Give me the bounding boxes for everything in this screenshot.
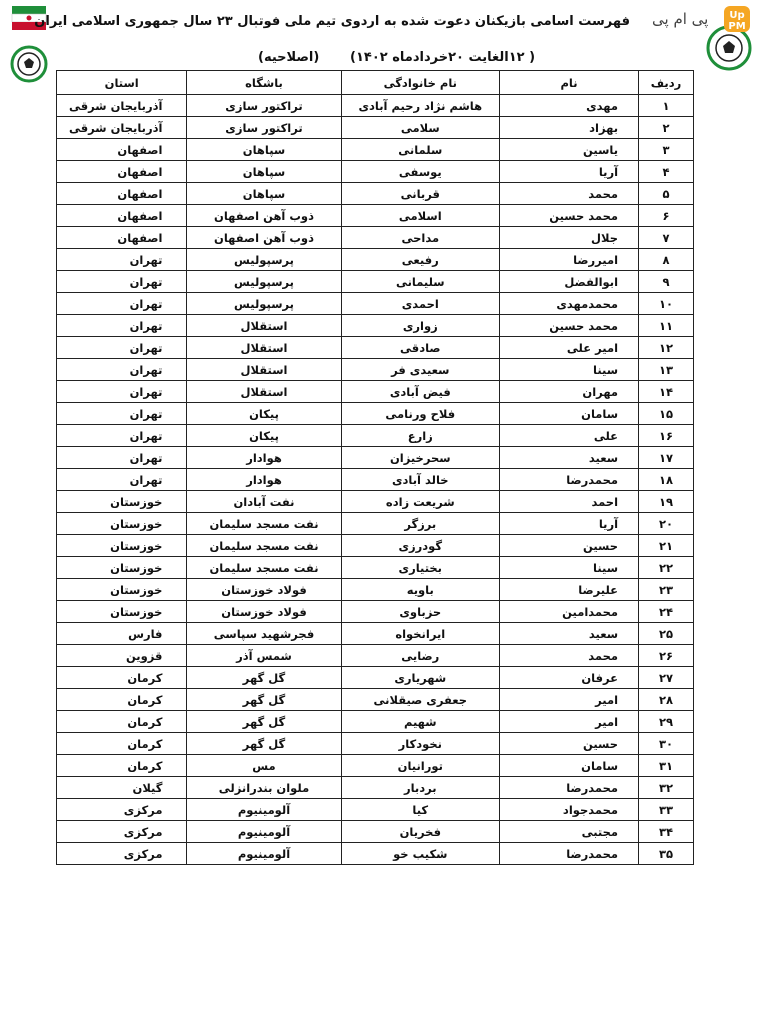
cell-province: خوزستان bbox=[57, 579, 187, 601]
cell-row-number: ۴ bbox=[639, 161, 694, 183]
cell-last-name: زواری bbox=[341, 315, 499, 337]
cell-province: تهران bbox=[57, 293, 187, 315]
cell-row-number: ۳۴ bbox=[639, 821, 694, 843]
cell-club: استقلال bbox=[187, 359, 341, 381]
cell-first-name: محمد حسین bbox=[500, 205, 639, 227]
cell-last-name: زارع bbox=[341, 425, 499, 447]
cell-last-name: مداحی bbox=[341, 227, 499, 249]
cell-province: تهران bbox=[57, 403, 187, 425]
table-row bbox=[57, 689, 694, 711]
cell-club: نفت مسجد سلیمان bbox=[187, 535, 341, 557]
cell-first-name: سینا bbox=[500, 557, 639, 579]
cell-last-name: جعفری صیقلانی bbox=[341, 689, 499, 711]
cell-row-number: ۳۳ bbox=[639, 799, 694, 821]
table-row bbox=[57, 821, 694, 843]
cell-row-number: ۱۵ bbox=[639, 403, 694, 425]
cell-club: فولاد خوزستان bbox=[187, 579, 341, 601]
cell-row-number: ۲۲ bbox=[639, 557, 694, 579]
cell-row-number: ۱۲ bbox=[639, 337, 694, 359]
cell-last-name: بختیاری bbox=[341, 557, 499, 579]
header-province: استان bbox=[57, 71, 187, 95]
cell-row-number: ۱۰ bbox=[639, 293, 694, 315]
cell-row-number: ۲۶ bbox=[639, 645, 694, 667]
cell-row-number: ۲۸ bbox=[639, 689, 694, 711]
table-row bbox=[57, 95, 694, 117]
cell-row-number: ۹ bbox=[639, 271, 694, 293]
cell-row-number: ۲ bbox=[639, 117, 694, 139]
cell-last-name: گودرزی bbox=[341, 535, 499, 557]
cell-first-name: حسین bbox=[500, 733, 639, 755]
cell-last-name: سلمانی bbox=[341, 139, 499, 161]
cell-province: قزوین bbox=[57, 645, 187, 667]
table-body bbox=[57, 95, 694, 865]
cell-first-name: محمد حسین bbox=[500, 315, 639, 337]
cell-last-name: شهیم bbox=[341, 711, 499, 733]
cell-club: پیکان bbox=[187, 403, 341, 425]
cell-club: پرسپولیس bbox=[187, 293, 341, 315]
cell-row-number: ۸ bbox=[639, 249, 694, 271]
cell-last-name: قربانی bbox=[341, 183, 499, 205]
cell-first-name: جلال bbox=[500, 227, 639, 249]
cell-row-number: ۳۱ bbox=[639, 755, 694, 777]
cell-club: نفت آبادان bbox=[187, 491, 341, 513]
cell-last-name: کیا bbox=[341, 799, 499, 821]
cell-row-number: ۳۵ bbox=[639, 843, 694, 865]
cell-row-number: ۲۰ bbox=[639, 513, 694, 535]
table-row bbox=[57, 381, 694, 403]
cell-row-number: ۳ bbox=[639, 139, 694, 161]
cell-province: تهران bbox=[57, 359, 187, 381]
table-row bbox=[57, 777, 694, 799]
cell-club: گل گهر bbox=[187, 711, 341, 733]
table-row bbox=[57, 161, 694, 183]
cell-row-number: ۱ bbox=[639, 95, 694, 117]
cell-club: آلومینیوم bbox=[187, 843, 341, 865]
cell-club: نفت مسجد سلیمان bbox=[187, 513, 341, 535]
header-club: باشگاه bbox=[187, 71, 341, 95]
cell-club: تراکتور سازی bbox=[187, 117, 341, 139]
cell-club: استقلال bbox=[187, 337, 341, 359]
cell-last-name: صادقی bbox=[341, 337, 499, 359]
cell-last-name: فیض آبادی bbox=[341, 381, 499, 403]
cell-first-name: محمدمهدی bbox=[500, 293, 639, 315]
cell-row-number: ۱۹ bbox=[639, 491, 694, 513]
cell-last-name: نخودکار bbox=[341, 733, 499, 755]
cell-province: آذربایجان شرقی bbox=[57, 95, 187, 117]
cell-first-name: آریا bbox=[500, 161, 639, 183]
cell-last-name: رفیعی bbox=[341, 249, 499, 271]
cell-club: فولاد خوزستان bbox=[187, 601, 341, 623]
cell-club: استقلال bbox=[187, 381, 341, 403]
cell-last-name: خالد آبادی bbox=[341, 469, 499, 491]
cell-last-name: حزباوی bbox=[341, 601, 499, 623]
table-row bbox=[57, 733, 694, 755]
table-row bbox=[57, 117, 694, 139]
cell-province: کرمان bbox=[57, 667, 187, 689]
cell-club: پیکان bbox=[187, 425, 341, 447]
cell-first-name: حسین bbox=[500, 535, 639, 557]
svg-text:Up: Up bbox=[729, 10, 745, 21]
table-row bbox=[57, 315, 694, 337]
cell-last-name: بردبار bbox=[341, 777, 499, 799]
cell-row-number: ۱۷ bbox=[639, 447, 694, 469]
cell-first-name: محمدامین bbox=[500, 601, 639, 623]
cell-last-name: سلیمانی bbox=[341, 271, 499, 293]
cell-club: نفت مسجد سلیمان bbox=[187, 557, 341, 579]
cell-province: اصفهان bbox=[57, 139, 187, 161]
cell-row-number: ۲۴ bbox=[639, 601, 694, 623]
cell-row-number: ۱۱ bbox=[639, 315, 694, 337]
cell-province: خوزستان bbox=[57, 513, 187, 535]
cell-last-name: باویه bbox=[341, 579, 499, 601]
cell-first-name: سامان bbox=[500, 755, 639, 777]
cell-club: آلومینیوم bbox=[187, 821, 341, 843]
cell-last-name: فخریان bbox=[341, 821, 499, 843]
table-row bbox=[57, 711, 694, 733]
cell-last-name: یوسفی bbox=[341, 161, 499, 183]
cell-row-number: ۶ bbox=[639, 205, 694, 227]
cell-club: شمس آذر bbox=[187, 645, 341, 667]
cell-club: سپاهان bbox=[187, 139, 341, 161]
cell-province: فارس bbox=[57, 623, 187, 645]
cell-last-name: رضایی bbox=[341, 645, 499, 667]
table-row bbox=[57, 359, 694, 381]
cell-province: گیلان bbox=[57, 777, 187, 799]
cell-province: خوزستان bbox=[57, 601, 187, 623]
watermark-text: پی ام پی bbox=[652, 10, 709, 28]
table-row bbox=[57, 799, 694, 821]
cell-first-name: محمدجواد bbox=[500, 799, 639, 821]
cell-first-name: ابوالفضل bbox=[500, 271, 639, 293]
cell-province: مرکزی bbox=[57, 821, 187, 843]
cell-province: کرمان bbox=[57, 711, 187, 733]
table-row bbox=[57, 271, 694, 293]
player-roster-table bbox=[56, 70, 694, 865]
camp-date-range: ( ۱۲الغایت ۲۰خردادماه ۱۴۰۲) bbox=[350, 50, 536, 65]
cell-last-name: سعیدی فر bbox=[341, 359, 499, 381]
federation-logo-right bbox=[706, 4, 752, 80]
cell-province: خوزستان bbox=[57, 491, 187, 513]
cell-province: کرمان bbox=[57, 733, 187, 755]
table-row bbox=[57, 579, 694, 601]
cell-club: گل گهر bbox=[187, 667, 341, 689]
cell-row-number: ۲۳ bbox=[639, 579, 694, 601]
cell-club: سپاهان bbox=[187, 161, 341, 183]
cell-club: پرسپولیس bbox=[187, 249, 341, 271]
table-row bbox=[57, 183, 694, 205]
cell-province: تهران bbox=[57, 315, 187, 337]
pmp-badge-icon bbox=[706, 4, 752, 80]
cell-club: گل گهر bbox=[187, 733, 341, 755]
cell-row-number: ۲۵ bbox=[639, 623, 694, 645]
cell-last-name: شکیب خو bbox=[341, 843, 499, 865]
cell-club: آلومینیوم bbox=[187, 799, 341, 821]
page-title: فهرست اسامی بازیکنان دعوت شده به اردوی تیم ملی فوتبال ۲۳ سال جمهوری اسلامی ایران bbox=[34, 14, 630, 29]
cell-province: کرمان bbox=[57, 755, 187, 777]
table-row bbox=[57, 843, 694, 865]
cell-province: تهران bbox=[57, 381, 187, 403]
cell-club: ذوب آهن اصفهان bbox=[187, 205, 341, 227]
table-row bbox=[57, 667, 694, 689]
cell-first-name: امیر bbox=[500, 689, 639, 711]
cell-first-name: بهزاد bbox=[500, 117, 639, 139]
cell-province: خوزستان bbox=[57, 557, 187, 579]
cell-province: تهران bbox=[57, 271, 187, 293]
header-first-name: نام bbox=[500, 71, 639, 95]
cell-first-name: امیررضا bbox=[500, 249, 639, 271]
header-last-name: نام خانوادگی bbox=[341, 71, 499, 95]
cell-row-number: ۱۶ bbox=[639, 425, 694, 447]
cell-province: اصفهان bbox=[57, 227, 187, 249]
cell-province: مرکزی bbox=[57, 799, 187, 821]
table-header-row bbox=[57, 71, 694, 95]
cell-row-number: ۲۹ bbox=[639, 711, 694, 733]
cell-province: کرمان bbox=[57, 689, 187, 711]
cell-first-name: محمدرضا bbox=[500, 469, 639, 491]
cell-first-name: سعید bbox=[500, 447, 639, 469]
revision-note: (اصلاحیه) bbox=[258, 50, 320, 65]
table-row bbox=[57, 755, 694, 777]
cell-province: مرکزی bbox=[57, 843, 187, 865]
table-row bbox=[57, 205, 694, 227]
cell-province: اصفهان bbox=[57, 205, 187, 227]
cell-club: استقلال bbox=[187, 315, 341, 337]
cell-club: هوادار bbox=[187, 469, 341, 491]
cell-first-name: محمدرضا bbox=[500, 843, 639, 865]
cell-first-name: احمد bbox=[500, 491, 639, 513]
cell-province: آذربایجان شرقی bbox=[57, 117, 187, 139]
cell-first-name: عرفان bbox=[500, 667, 639, 689]
cell-row-number: ۲۱ bbox=[639, 535, 694, 557]
table-row bbox=[57, 425, 694, 447]
svg-text:PM: PM bbox=[728, 21, 746, 32]
cell-first-name: مهران bbox=[500, 381, 639, 403]
header-row-number: ردیف bbox=[639, 71, 694, 95]
cell-first-name: سعید bbox=[500, 623, 639, 645]
cell-club: ملوان بندرانزلی bbox=[187, 777, 341, 799]
table-row bbox=[57, 513, 694, 535]
cell-first-name: آریا bbox=[500, 513, 639, 535]
table-row bbox=[57, 447, 694, 469]
cell-club: پرسپولیس bbox=[187, 271, 341, 293]
table-row bbox=[57, 337, 694, 359]
cell-last-name: شریعت زاده bbox=[341, 491, 499, 513]
cell-last-name: شهریاری bbox=[341, 667, 499, 689]
cell-club: تراکتور سازی bbox=[187, 95, 341, 117]
cell-first-name: علیرضا bbox=[500, 579, 639, 601]
cell-last-name: سلامی bbox=[341, 117, 499, 139]
cell-club: ذوب آهن اصفهان bbox=[187, 227, 341, 249]
table-row bbox=[57, 623, 694, 645]
cell-row-number: ۱۴ bbox=[639, 381, 694, 403]
table-row bbox=[57, 227, 694, 249]
cell-last-name: برزگر bbox=[341, 513, 499, 535]
cell-province: تهران bbox=[57, 337, 187, 359]
table-row bbox=[57, 469, 694, 491]
cell-first-name: امیر bbox=[500, 711, 639, 733]
cell-last-name: ایرانخواه bbox=[341, 623, 499, 645]
table-row bbox=[57, 601, 694, 623]
cell-last-name: احمدی bbox=[341, 293, 499, 315]
cell-first-name: محمد bbox=[500, 645, 639, 667]
cell-row-number: ۳۰ bbox=[639, 733, 694, 755]
cell-province: تهران bbox=[57, 469, 187, 491]
cell-row-number: ۲۷ bbox=[639, 667, 694, 689]
cell-province: خوزستان bbox=[57, 535, 187, 557]
cell-first-name: سامان bbox=[500, 403, 639, 425]
cell-last-name: هاشم نژاد رحیم آبادی bbox=[341, 95, 499, 117]
cell-province: اصفهان bbox=[57, 161, 187, 183]
cell-row-number: ۱۸ bbox=[639, 469, 694, 491]
cell-row-number: ۱۳ bbox=[639, 359, 694, 381]
cell-club: هوادار bbox=[187, 447, 341, 469]
table-row bbox=[57, 403, 694, 425]
cell-club: مس bbox=[187, 755, 341, 777]
cell-first-name: محمد bbox=[500, 183, 639, 205]
cell-row-number: ۷ bbox=[639, 227, 694, 249]
table-row bbox=[57, 249, 694, 271]
cell-first-name: محمدرضا bbox=[500, 777, 639, 799]
cell-last-name: فلاح ورنامی bbox=[341, 403, 499, 425]
table-row bbox=[57, 139, 694, 161]
cell-first-name: امیر علی bbox=[500, 337, 639, 359]
cell-row-number: ۵ bbox=[639, 183, 694, 205]
table-row bbox=[57, 557, 694, 579]
table-row bbox=[57, 293, 694, 315]
cell-first-name: مجتبی bbox=[500, 821, 639, 843]
cell-club: سپاهان bbox=[187, 183, 341, 205]
cell-last-name: اسلامی bbox=[341, 205, 499, 227]
cell-first-name: مهدی bbox=[500, 95, 639, 117]
table-row bbox=[57, 535, 694, 557]
table-row bbox=[57, 645, 694, 667]
cell-first-name: سینا bbox=[500, 359, 639, 381]
table-row bbox=[57, 491, 694, 513]
cell-first-name: علی bbox=[500, 425, 639, 447]
cell-club: فجرشهید سپاسی bbox=[187, 623, 341, 645]
cell-last-name: تورانیان bbox=[341, 755, 499, 777]
cell-province: تهران bbox=[57, 447, 187, 469]
cell-row-number: ۳۲ bbox=[639, 777, 694, 799]
cell-province: تهران bbox=[57, 425, 187, 447]
cell-first-name: یاسین bbox=[500, 139, 639, 161]
cell-last-name: سحرخیزان bbox=[341, 447, 499, 469]
cell-province: تهران bbox=[57, 249, 187, 271]
cell-province: اصفهان bbox=[57, 183, 187, 205]
cell-club: گل گهر bbox=[187, 689, 341, 711]
